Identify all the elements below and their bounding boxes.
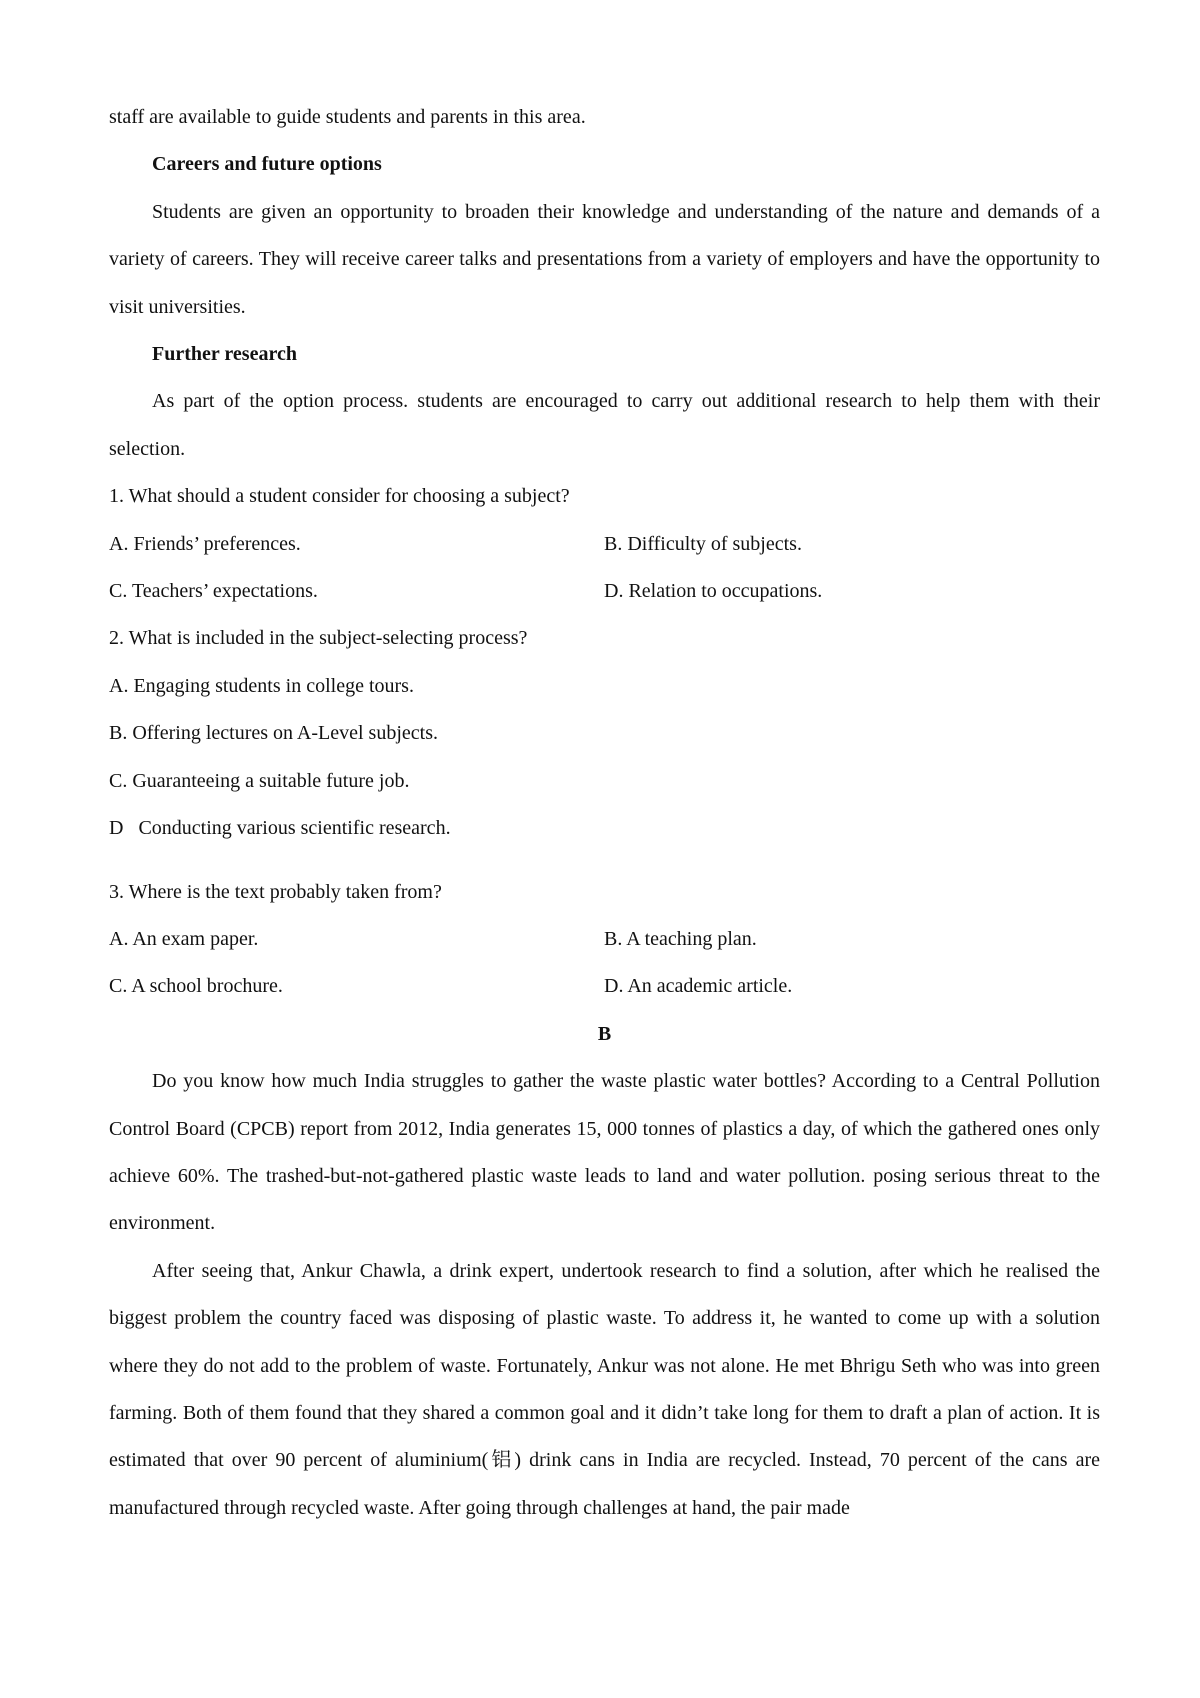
question-1-options-row-1 xyxy=(109,521,1100,568)
section-b-paragraph-1: Do you know how much India struggles to gather the waste plastic water bottles? According to a Central Pollution Control Board (CPCB) report from 2012, India generates 15, 000 tonnes of plastics a day, of which the gathered ones only achieve 60%. The trashed-but-not-gathered plastic waste leads to land and water pollution. posing serious threat to the environment. xyxy=(109,1070,1100,1235)
question-1-option-d: D. Relation to occupations. xyxy=(604,580,823,603)
question-3-option-d: D. An academic article. xyxy=(604,975,793,998)
question-3-option-b: B. A teaching plan. xyxy=(604,927,757,950)
careers-heading: Careers and future options xyxy=(152,153,382,176)
intro-tail-text: staff are available to guide students and parents in this area. xyxy=(109,106,586,128)
question-1-option-c: C. Teachers’ expectations. xyxy=(109,580,318,603)
question-2-option-b: B. Offering lectures on A-Level subjects. xyxy=(109,722,438,745)
question-3-option-c: C. A school brochure. xyxy=(109,975,283,998)
question-2-option-c: C. Guaranteeing a suitable future job. xyxy=(109,769,410,792)
question-1-option-b: B. Difficulty of subjects. xyxy=(604,532,802,555)
question-1-stem: 1. What should a student consider for choosing a subject? xyxy=(109,485,570,508)
question-1-options-row-2 xyxy=(109,568,1100,615)
question-2-option-a: A. Engaging students in college tours. xyxy=(109,674,414,697)
question-2-option-d: D Conducting various scientific research. xyxy=(109,817,451,840)
question-1-option-a: A. Friends’ preferences. xyxy=(109,532,301,555)
research-heading: Further research xyxy=(152,343,297,366)
question-3-stem: 3. Where is the text probably taken from? xyxy=(109,880,442,903)
careers-paragraph: Students are given an opportunity to broaden their knowledge and understanding of the nature and demands of a variety of careers. They will receive career talks and presentations from a variety of employers and have the opportunity to visit universities. xyxy=(109,200,1100,318)
question-3-option-a: A. An exam paper. xyxy=(109,927,259,950)
question-3-options-row-1 xyxy=(109,916,1100,963)
research-paragraph: As part of the option process. students are encouraged to carry out additional research to help them with their selection. xyxy=(109,390,1100,460)
question-2-stem: 2. What is included in the subject-selecting process? xyxy=(109,627,528,650)
section-b-label: B xyxy=(597,1022,612,1045)
question-3-options-row-2 xyxy=(109,963,1100,1010)
section-b-paragraph-2: After seeing that, Ankur Chawla, a drink expert, undertook research to find a solution, after which he realised the biggest problem the country faced was disposing of plastic waste. To address it, he wanted to come up with a solution where they do not add to the problem of waste. Fortunately, Ankur was not alone. He met Bhrigu Seth who was into green farming. Both of them found that they shared a common goal and it didn’t take long for them to draft a plan of action. It is estimated that over 90 percent of aluminium(铝) drink cans in India are recycled. Instead, 70 percent of the cans are manufactured through recycled waste. After going through challenges at hand, the pair made xyxy=(109,1259,1100,1519)
